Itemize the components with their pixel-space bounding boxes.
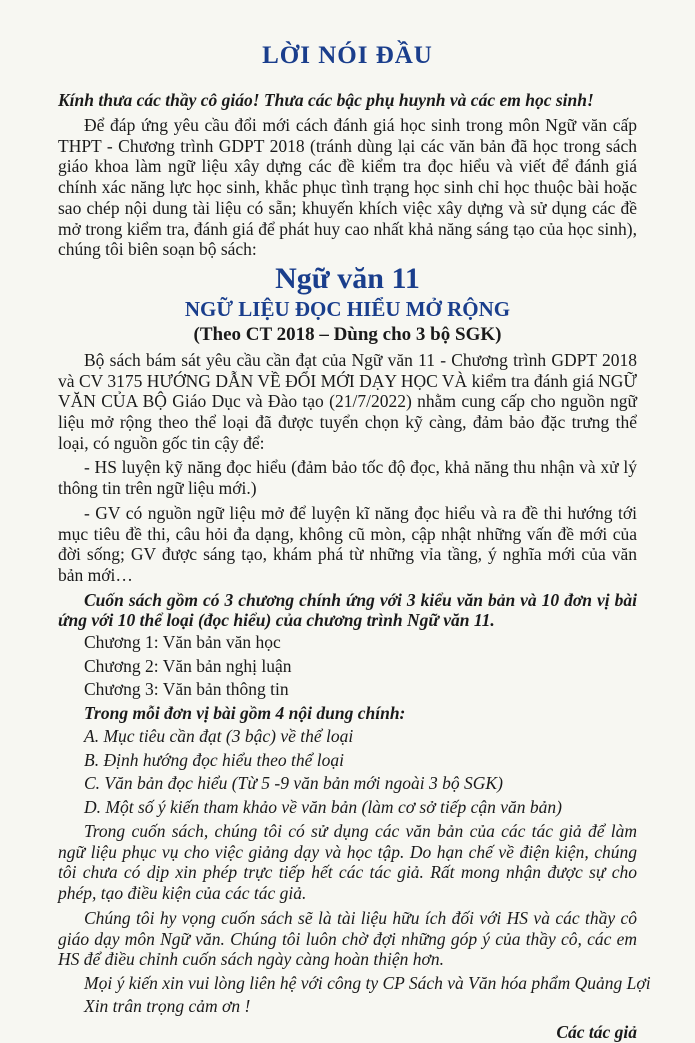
book-subtitle: NGỮ LIỆU ĐỌC HIỂU MỞ RỘNG [184,296,511,321]
unit-item: A. Mục tiêu cần đạt (3 bậc) về thể loại [84,726,354,747]
chapter-item: Chương 2: Văn bản nghị luận [84,655,292,676]
book-note: (Theo CT 2018 – Dùng cho 3 bộ SGK) [193,323,502,345]
bullet-hs: - HS luyện kỹ năng đọc hiểu (đảm bảo tốc độ đọc, khả năng thu nhận và xử lý thông tin trên ngữ liệu mới.) [58,457,637,499]
signature: Các tác giả [556,1021,637,1042]
unit-item: D. Một số ý kiến tham khảo về văn bản (làm cơ sở tiếp cận văn bản) [84,796,562,817]
chapter-item: Chương 3: Văn bản thông tin [84,679,289,700]
chapter-item: Chương 1: Văn bản văn học [84,632,281,653]
bullet-gv: - GV có nguồn ngữ liệu mở để luyện kĩ năng đọc hiểu và ra đề thi hướng tới mục tiêu đề thi, câu hỏi đa dạng, không cũ mòn, cập nhật những vấn đề mới của đời sống; GV được sáng tạo, khám phá từ những vỉa tầng, ý nghĩa mới của văn bản mới… [58,502,637,585]
greeting: Kính thưa các thầy cô giáo! Thưa các bậc phụ huynh và các em học sinh! [58,90,594,110]
units-heading: Trong mỗi đơn vị bài gồm 4 nội dung chính: [84,702,406,723]
page-title: LỜI NÓI ĐẦU [262,42,433,69]
body-paragraph: Bộ sách bám sát yêu cầu cần đạt của Ngữ văn 11 - Chương trình GDPT 2018 và CV 3175 HƯỚNG DẪN VỀ ĐỔI MỚI DẠY HỌC VÀ kiểm tra đánh giá NGỮ VĂN CỦA BỘ Giáo Dục và Đào tạo (21/7/2022) nhằm cung cấp cho nguồn ngữ liệu mở rộng theo thể loại đã được tuyển chọn kỹ càng, đảm bảo đặc trưng thể loại, có nguồn gốc tin cậy để: [58,349,637,453]
contact-line: Mọi ý kiến xin vui lòng liên hệ với công ty CP Sách và Văn hóa phẩm Quảng Lợi [84,972,651,993]
hope-paragraph: Chúng tôi hy vọng cuốn sách sẽ là tài liệu hữu ích đối với HS và các thầy cô giáo dạy môn Ngữ văn. Chúng tôi luôn chờ đợi những góp ý của thầy cô, các em HS để điều chỉnh cuốn sách ngày càng hoàn thiện hơn. [58,907,637,970]
intro-paragraph: Để đáp ứng yêu cầu đổi mới cách đánh giá học sinh trong môn Ngữ văn cấp THPT - Chương trình GDPT 2018 (tránh dùng lại các văn bản đã học trong sách giáo khoa làm ngữ liệu xây dựng các đề kiểm tra đọc hiểu và viết để đánh giá chính xác năng lực học sinh, khắc phục tình trạng học sinh chỉ học thuộc bài hoặc sao chép nội dung tài liệu có sẵn; khuyến khích việc xây dựng và sử dụng các đề mở trong kiểm tra, đánh giá để phát huy cao nhất khả năng sáng tạo của học sinh), chúng tôi biên soạn bộ sách: [58,115,637,260]
unit-item: C. Văn bản đọc hiểu (Từ 5 -9 văn bản mới ngoài 3 bộ SGK) [84,773,503,794]
thanks-line: Xin trân trọng cảm ơn ! [84,996,251,1017]
book-title: Ngữ văn 11 [275,261,420,295]
structure-heading: Cuốn sách gồm có 3 chương chính ứng với 3 kiểu văn bản và 10 đơn vị bài ứng với 10 thể loại (đọc hiểu) của chương trình Ngữ văn 11. [58,589,637,631]
unit-item: B. Định hướng đọc hiểu theo thể loại [84,749,344,770]
copyright-paragraph: Trong cuốn sách, chúng tôi có sử dụng các văn bản của các tác giả để làm ngữ liệu phục vụ cho việc giảng dạy và học tập. Do hạn chế về điện kiện, chúng tôi chưa có dịp xin phép trực tiếp hết các tác giả. Rất mong nhận được sự cho phép, tạo điều kiện của các tác giả. [58,821,637,904]
